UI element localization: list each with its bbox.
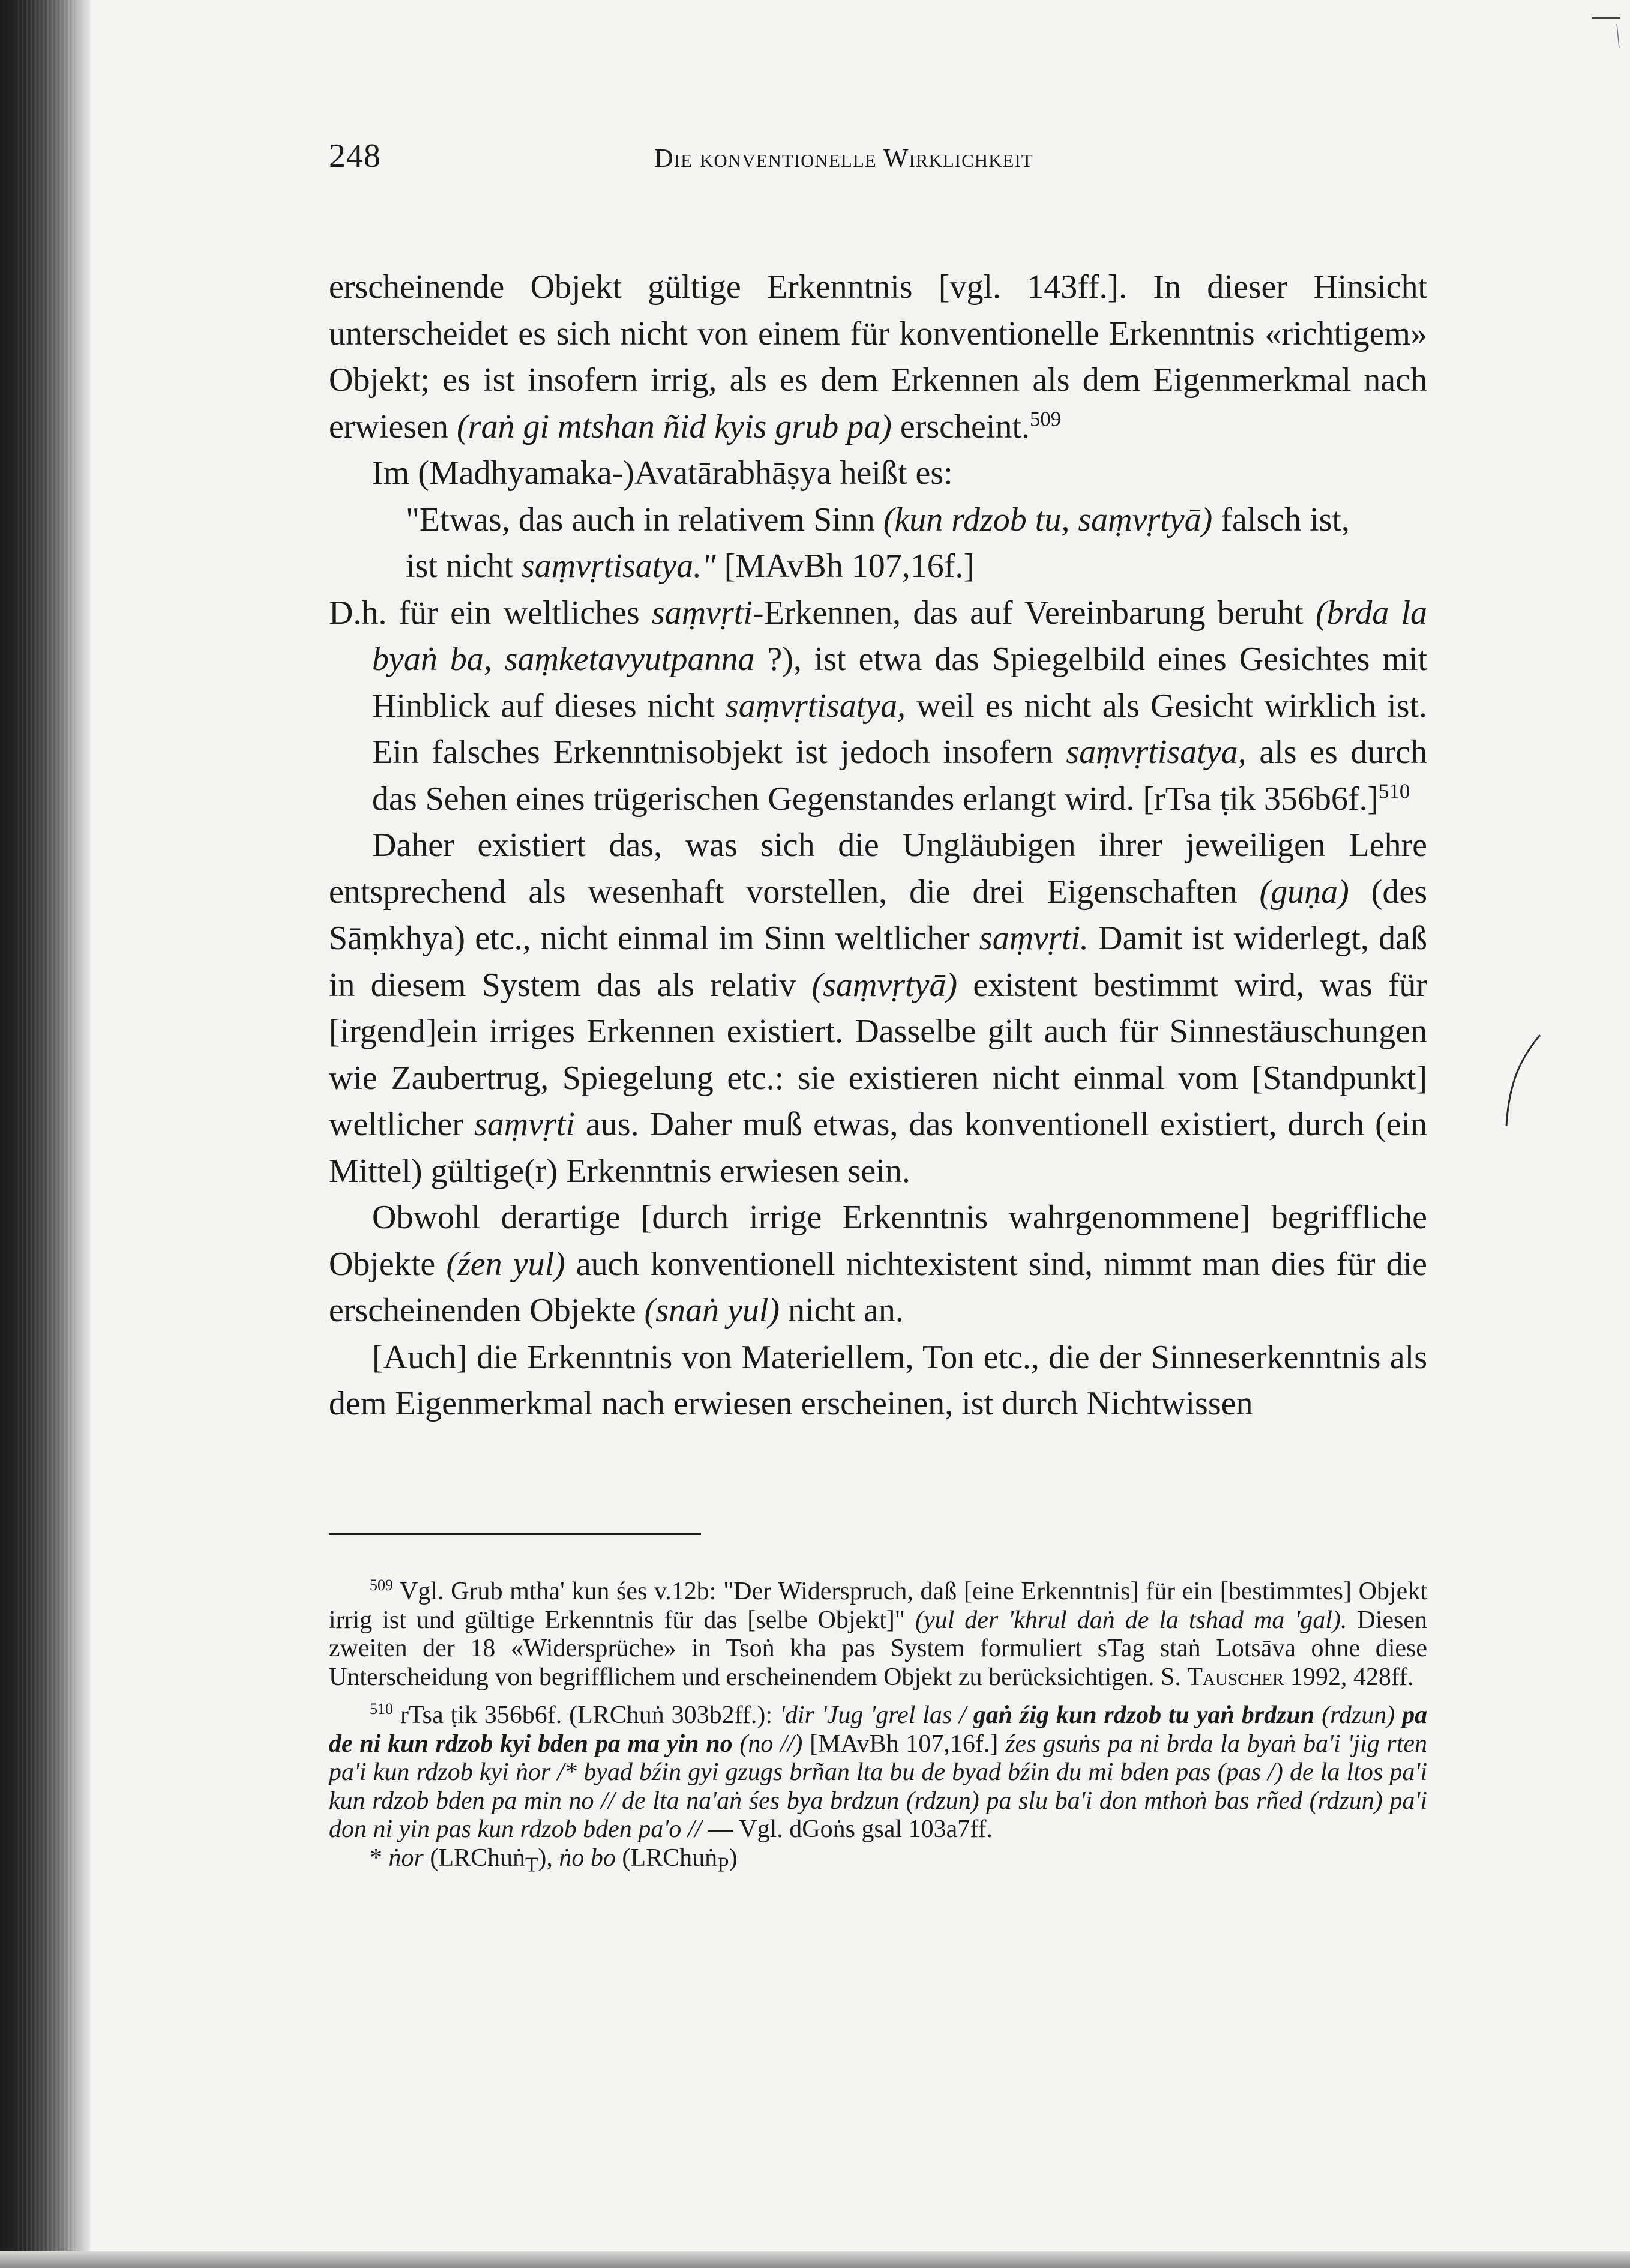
quote-line-2: ist nicht saṃvṛtisatya." [MAvBh 107,16f.] (406, 547, 975, 585)
paragraph-3: D.h. für ein weltliches saṃvṛti-Erkennen, das auf Vereinbarung beruht (brda la byaṅ ba, saṃketavyutpanna ?), ist etwa das Spiegelbild eines Gesichtes mit Hinblick auf dieses nicht saṃvṛtisatya, weil es nicht als Gesicht wirklich ist. Ein falsches Erkenntnisobjekt ist jedoch insofern saṃvṛtisatya, als es durch das Sehen eines trügerischen Gegenstandes erlangt wird. [rTsa ṭik 356b6f.]$^{510}$ (329, 594, 1428, 818)
paragraph-6: [Auch] die Erkenntnis von Materiellem, Ton etc., die der Sinneserkenntnis als dem Eigenmerkmal nach erwiesen erscheinen, ist durch Nichtwissen (329, 1338, 1427, 1422)
corner-mark (1590, 6, 1626, 54)
paragraph-4: Daher existiert das, was sich die Ungläubigen ihrer jeweiligen Lehre entsprechend als wesenhaft vorstellen, die drei Eigenschaften (guṇa) (des Sāṃkhya) etc., nicht einmal im Sinn weltlicher saṃvṛti. Damit ist widerlegt, daß in diesem System das als relativ (saṃvṛtyā) existent bestimmt wird, was für [irgend]ein irriges Erkennen existiert. Dasselbe gilt auch für Sinnestäuschungen wie Zaubertrug, Spiegelung etc.: sie existieren nicht einmal vom [Standpunkt] weltlicher saṃvṛti aus. Daher muß etwas, das konventionell existiert, durch (ein Mittel) gültige(r) Erkenntnis erwiesen sein. (329, 827, 1428, 1190)
body-text (329, 264, 1427, 1428)
margin-pencil-mark (1498, 1033, 1546, 1129)
footnote-variant-note: * ṅor (LRChuṅ$_T$), ṅo bo (LRChuṅ$_P$) (370, 1844, 738, 1876)
author-name: Tauscher (1187, 1663, 1284, 1691)
footnote-ref-509[interactable]: 509 (1030, 406, 1062, 430)
footnotes (329, 1578, 1427, 1878)
paragraph-1: erscheinende Objekt gültige Erkenntnis [vgl. 143ff.]. In dieser Hinsicht unterscheidet es sich nicht von einem für konventionelle Erkenntnis «richtigem» Objekt; es ist insofern irrig, als es dem Erkennen als dem Eigenmerkmal nach erwiesen (raṅ gi mtshan ñid kyis grub pa) erscheint.$^{509}$ (329, 268, 1427, 445)
book-spine-texture (18, 0, 75, 2268)
footnote-ref-510[interactable]: 510 (1379, 779, 1410, 803)
running-head: Die konventionelle Wirklichkeit (654, 143, 1033, 173)
footnote-number: 509 (370, 1576, 394, 1594)
footnote-divider (329, 1533, 701, 1535)
footnote-number: 510 (370, 1700, 394, 1718)
footnote-510: $^{510}$ rTsa ṭik 356b6f. (LRChuṅ 303b2ff.): 'dir 'Jug 'grel las / gaṅ źig kun rdzob tu yaṅ brdzun (rdzun) pa de ni kun rdzob kyi bden pa ma yin no (no //) [MAvBh 107,16f.] źes gsuṅs pa ni brda la byaṅ ba'i 'jig rten pa'i kun rdzob kyi ṅor /* byad bźin gyi gzugs brñan lta bu de byad bźin du mi bden pas (pas /) de la ltos pa'i kun rdzob bden pa min no // de lta na'aṅ śes bya brdzun (rdzun) pa slu ba'i don mthoṅ bas rñed (rdzun) pa'i don ni yin pas kun rdzob bden pa'o // — Vgl. dGoṅs gsal 103a7ff. (329, 1700, 1428, 1843)
page-number: 248 (329, 137, 381, 175)
page-bottom-edge (0, 2251, 1630, 2268)
paragraph-2: Im (Madhyamaka-)Avatārabhāṣya heißt es: (372, 454, 953, 492)
footnote-509: $^{509}$ Vgl. Grub mtha' kun śes v.12b: "Der Widerspruch, daß [eine Erkenntnis] für ein [bestimmtes] Objekt irrig ist und gültige Erkenntnis für das [selbe Objekt]" (yul der 'khrul daṅ de la tshad ma 'gal). Diesen zweiten der 18 «Widersprüche» in Tsoṅ kha pas System formuliert sTag staṅ Lotsāva ohne diese Unterscheidung von begrifflichem und erscheinendem Objekt zu berücksichtigen. S. Tauscher 1992, 428ff. (329, 1576, 1428, 1691)
paragraph-5: Obwohl derartige [durch irrige Erkenntnis wahrgenommene] begriffliche Objekte (źen yul) auch konventionell nichtexistent sind, nimmt man dies für die erscheinenden Objekte (snaṅ yul) nicht an. (329, 1199, 1428, 1329)
quote-line-1: "Etwas, das auch in relativem Sinn (kun rdzob tu, saṃvṛtyā) falsch ist, (406, 501, 1350, 538)
